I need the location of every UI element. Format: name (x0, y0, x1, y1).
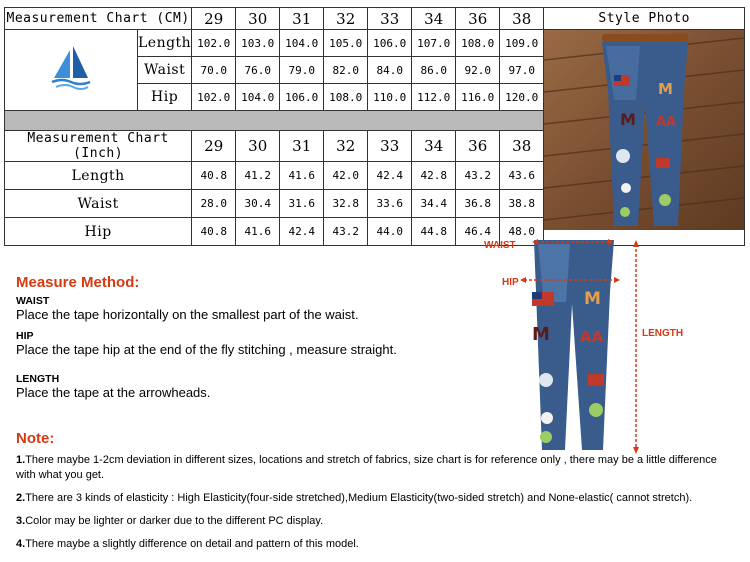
hip-heading: HIP (16, 330, 34, 342)
table-cell: 102.0 (192, 84, 236, 111)
svg-text:M: M (532, 324, 550, 345)
length-heading: LENGTH (16, 373, 60, 385)
note-item (16, 537, 736, 552)
table-cell: 36.8 (456, 190, 500, 218)
sailboat-logo-icon (48, 44, 94, 92)
size-chart-table (4, 7, 745, 246)
cm-size-33: 33 (368, 8, 412, 30)
table-cell: 43.2 (324, 218, 368, 246)
table-cell: 43.6 (500, 162, 544, 190)
inch-size-33: 33 (368, 131, 412, 162)
note-item (16, 491, 736, 506)
waist-instruction: Place the tape horizontally on the smallest part of the waist. (16, 307, 359, 322)
svg-text:M: M (658, 80, 674, 98)
cm-size-31: 31 (280, 8, 324, 30)
table-cell: 116.0 (456, 84, 500, 111)
measure-method-section (16, 274, 456, 400)
measurement-diagram (480, 232, 700, 457)
jeans-photo-icon (544, 30, 744, 230)
note-item (16, 453, 736, 483)
table-cell: 30.4 (236, 190, 280, 218)
style-photo (544, 30, 745, 246)
table-cell: 42.4 (280, 218, 324, 246)
table-cell: 76.0 (236, 57, 280, 84)
table-cell: 106.0 (280, 84, 324, 111)
inch-size-32: 32 (324, 131, 368, 162)
hip-label: HIP (502, 277, 519, 288)
cm-header-row (5, 8, 745, 30)
hip-instruction: Place the tape hip at the end of the fly stitching , measure straight. (16, 342, 397, 357)
table-cell: 32.8 (324, 190, 368, 218)
table-cell: 44.8 (412, 218, 456, 246)
note-number: 1. (16, 454, 26, 466)
table-cell: 107.0 (412, 30, 456, 57)
cm-label-length: Length (138, 30, 192, 57)
table-cell: 34.4 (412, 190, 456, 218)
cm-size-30: 30 (236, 8, 280, 30)
svg-text:AA: AA (656, 115, 677, 130)
note-text: There maybe a slightly difference on detail and pattern of this model. (25, 538, 359, 550)
inch-label-hip: Hip (5, 218, 192, 246)
inch-size-31: 31 (280, 131, 324, 162)
table-cell: 70.0 (192, 57, 236, 84)
table-cell: 106.0 (368, 30, 412, 57)
inch-size-36: 36 (456, 131, 500, 162)
table-cell: 82.0 (324, 57, 368, 84)
cm-size-34: 34 (412, 8, 456, 30)
cm-size-38: 38 (500, 8, 544, 30)
note-number: 4. (16, 538, 26, 550)
jeans-photo (544, 30, 744, 230)
style-photo-header: Style Photo (544, 8, 745, 30)
cm-size-29: 29 (192, 8, 236, 30)
length-instruction: Place the tape at the arrowheads. (16, 385, 211, 400)
table-cell: 42.0 (324, 162, 368, 190)
table-cell: 112.0 (412, 84, 456, 111)
note-text: There maybe 1-2cm deviation in different sizes, locations and stretch of fabrics, size chart is for reference only , there may be a little difference with what you get. (16, 454, 717, 481)
brand-logo (5, 30, 138, 111)
inch-label-length: Length (5, 162, 192, 190)
cm-label-waist: Waist (138, 57, 192, 84)
table-cell: 41.6 (280, 162, 324, 190)
table-cell: 102.0 (192, 30, 236, 57)
table-cell: 92.0 (456, 57, 500, 84)
table-cell: 86.0 (412, 57, 456, 84)
table-cell: 40.8 (192, 162, 236, 190)
note-item (16, 514, 736, 529)
table-cell: 109.0 (500, 30, 544, 57)
table-cell: 44.0 (368, 218, 412, 246)
table-cell: 108.0 (324, 84, 368, 111)
inch-size-38: 38 (500, 131, 544, 162)
notes-title: Note: (16, 430, 55, 447)
inch-size-30: 30 (236, 131, 280, 162)
table-cell: 41.2 (236, 162, 280, 190)
note-text: Color may be lighter or darker due to the different PC display. (25, 515, 324, 527)
svg-text:AA: AA (580, 328, 604, 346)
jeans-diagram-icon (480, 232, 700, 457)
waist-heading: WAIST (16, 295, 50, 307)
inch-label-waist: Waist (5, 190, 192, 218)
table-cell: 43.2 (456, 162, 500, 190)
gray-divider (5, 111, 544, 131)
inch-size-29: 29 (192, 131, 236, 162)
note-number: 2. (16, 492, 26, 504)
table-cell: 120.0 (500, 84, 544, 111)
svg-text:M: M (620, 110, 637, 129)
measure-method-title: Measure Method: (16, 274, 140, 291)
table-cell: 31.6 (280, 190, 324, 218)
table-cell: 42.8 (412, 162, 456, 190)
table-cell: 105.0 (324, 30, 368, 57)
inch-size-34: 34 (412, 131, 456, 162)
table-cell: 33.6 (368, 190, 412, 218)
cm-label-hip: Hip (138, 84, 192, 111)
table-cell: 104.0 (236, 84, 280, 111)
table-cell: 28.0 (192, 190, 236, 218)
table-cell: 79.0 (280, 57, 324, 84)
note-number: 3. (16, 515, 26, 527)
svg-text:M: M (584, 289, 601, 309)
cm-chart-title: Measurement Chart (CM) (5, 8, 192, 30)
table-cell: 108.0 (456, 30, 500, 57)
table-cell: 104.0 (280, 30, 324, 57)
notes-section (16, 430, 736, 552)
table-cell: 42.4 (368, 162, 412, 190)
table-cell: 41.6 (236, 218, 280, 246)
table-cell: 84.0 (368, 57, 412, 84)
table-cell: 46.4 (456, 218, 500, 246)
waist-label: WAIST (484, 240, 516, 251)
table-cell: 48.0 (500, 218, 544, 246)
length-label: LENGTH (642, 328, 684, 339)
cm-size-32: 32 (324, 8, 368, 30)
cm-size-36: 36 (456, 8, 500, 30)
table-cell: 103.0 (236, 30, 280, 57)
inch-chart-title: Measurement Chart (Inch) (5, 131, 192, 162)
cm-row-length (5, 30, 745, 57)
table-cell: 110.0 (368, 84, 412, 111)
note-text: There are 3 kinds of elasticity : High Elasticity(four-side stretched),Medium Elasticity(two-sided stretch) and None-elastic( cannot stretch). (25, 492, 693, 504)
table-cell: 40.8 (192, 218, 236, 246)
table-cell: 38.8 (500, 190, 544, 218)
table-cell: 97.0 (500, 57, 544, 84)
